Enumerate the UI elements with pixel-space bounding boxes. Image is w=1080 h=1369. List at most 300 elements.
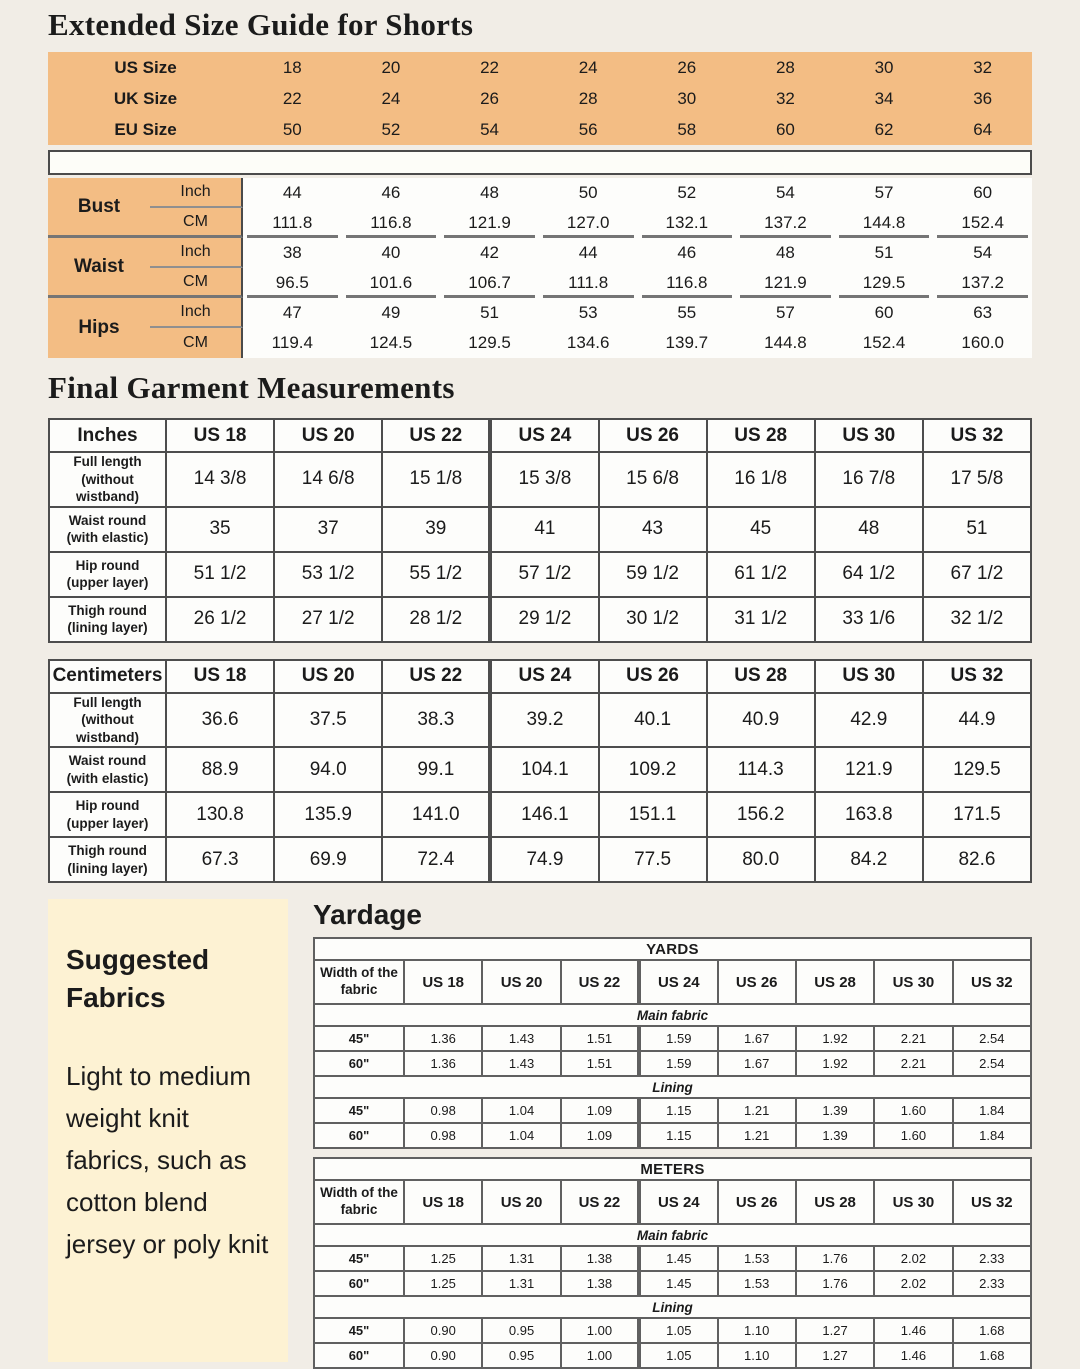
yardage-value: 1.09 (561, 1098, 639, 1123)
measure-value: 121.9 (736, 268, 835, 298)
yardage-value: 2.21 (874, 1051, 952, 1076)
measure-value: 49 (342, 298, 441, 328)
measure-value: 46 (342, 178, 441, 208)
garment-data-row (49, 747, 1031, 792)
yardage-value: 1.68 (953, 1318, 1031, 1343)
measure-group-label: Hips (48, 298, 150, 358)
garment-row-label-main: Thigh round (68, 843, 147, 859)
suggested-fabrics-card (48, 899, 288, 1362)
yardage-section-label: Lining (314, 1296, 1031, 1318)
garment-row-label (49, 837, 166, 882)
garment-value: 104.1 (490, 747, 598, 792)
measure-value: 48 (440, 178, 539, 208)
measure-value: 111.8 (539, 268, 638, 298)
measure-value: 119.4 (243, 328, 342, 358)
size-column-header: US 22 (561, 1180, 639, 1224)
garment-value: 17 5/8 (923, 452, 1031, 507)
garment-header-row (49, 660, 1031, 693)
garment-row-label-main: Thigh round (68, 602, 147, 618)
garment-row-label-sub: (lining layer) (67, 860, 148, 876)
yardage-value: 1.84 (953, 1098, 1031, 1123)
size-column-header: US 30 (815, 660, 923, 693)
yardage-value: 0.95 (482, 1318, 560, 1343)
yardage-value: 1.43 (482, 1026, 560, 1051)
garment-value: 43 (599, 507, 707, 552)
yardage-value: 1.76 (796, 1246, 874, 1271)
size-value: 32 (973, 57, 993, 77)
yardage-value: 1.60 (874, 1123, 952, 1148)
garment-value: 55 1/2 (382, 552, 490, 597)
size-column-header: US 24 (639, 960, 717, 1004)
yardage-value: 1.46 (874, 1343, 952, 1368)
yardage-value: 1.31 (482, 1271, 560, 1296)
size-column-header: US 26 (599, 660, 707, 693)
size-value: 24 (381, 88, 401, 108)
garment-row-label-main: Full length (73, 454, 142, 469)
garment-value: 77.5 (599, 837, 707, 882)
yardage-data-row (314, 1026, 1031, 1051)
garment-value: 42.9 (815, 693, 923, 748)
size-column-header: US 32 (953, 960, 1031, 1004)
yardage-value: 1.10 (718, 1343, 796, 1368)
measure-value: 152.4 (835, 328, 934, 358)
garment-row-label (49, 792, 166, 837)
yardage-value: 1.59 (639, 1051, 717, 1076)
unit-header-cell: Centimeters (49, 660, 166, 693)
yardage-value: 1.53 (718, 1246, 796, 1271)
size-column-header: US 28 (707, 660, 815, 693)
measure-value: 132.1 (638, 208, 737, 238)
yardage-unit-caption: METERS (314, 1158, 1031, 1180)
body-measurements-table (48, 178, 1032, 358)
garment-value: 36.6 (166, 693, 274, 748)
garment-value: 94.0 (274, 747, 382, 792)
yardage-value: 1.04 (482, 1098, 560, 1123)
garment-value: 156.2 (707, 792, 815, 837)
yardage-section-label: Main fabric (314, 1224, 1031, 1246)
yardage-value: 0.98 (404, 1098, 482, 1123)
yardage-title: Yardage (313, 899, 422, 931)
garment-data-row (49, 792, 1031, 837)
size-system-label: UK Size (113, 88, 178, 108)
yardage-section (313, 899, 1032, 1369)
size-value: 50 (282, 119, 302, 139)
garment-row-label-sub: (with elastic) (66, 530, 149, 546)
size-column-header: US 32 (923, 660, 1031, 693)
garment-row-label-sub: (without wistband) (76, 471, 139, 505)
measure-group-label: Bust (48, 178, 150, 238)
yardage-section-label: Main fabric (314, 1004, 1031, 1026)
yardage-header-row (314, 960, 1031, 1004)
measure-value: 116.8 (342, 208, 441, 238)
yardage-data-row (314, 1318, 1031, 1343)
size-column-header: US 18 (404, 960, 482, 1004)
fabric-width-value: 60" (314, 1051, 404, 1076)
garment-row-label-main: Hip round (75, 557, 140, 573)
garment-value: 14 6/8 (274, 452, 382, 507)
size-value: 28 (775, 57, 795, 77)
yardage-value: 1.39 (796, 1123, 874, 1148)
size-column-header: US 18 (166, 660, 274, 693)
size-guide-title: Extended Size Guide for Shorts (48, 7, 474, 42)
yardage-value: 2.02 (874, 1246, 952, 1271)
garment-value: 82.6 (923, 837, 1031, 882)
yardage-table-yards (313, 937, 1032, 1149)
size-column-header: US 20 (482, 960, 560, 1004)
measure-value: 111.8 (243, 208, 342, 238)
yardage-section-row (314, 1076, 1031, 1098)
garment-row-label (49, 552, 166, 597)
yardage-value: 0.95 (482, 1343, 560, 1368)
measure-value: 44 (539, 238, 638, 268)
yardage-value: 2.21 (874, 1026, 952, 1051)
size-value: 30 (677, 88, 697, 108)
size-column-header: US 32 (953, 1180, 1031, 1224)
garment-table-centimeters (48, 659, 1032, 884)
garment-value: 59 1/2 (599, 552, 707, 597)
garment-value: 29 1/2 (490, 597, 598, 642)
measure-value: 124.5 (342, 328, 441, 358)
yardage-value: 1.25 (404, 1246, 482, 1271)
garment-value: 51 1/2 (166, 552, 274, 597)
size-value: 52 (381, 119, 401, 139)
garment-value: 53 1/2 (274, 552, 382, 597)
garment-value: 31 1/2 (707, 597, 815, 642)
yardage-value: 1.45 (639, 1271, 717, 1296)
garment-value: 61 1/2 (707, 552, 815, 597)
yardage-value: 1.04 (482, 1123, 560, 1148)
measure-value: 96.5 (243, 268, 342, 298)
garment-value: 146.1 (490, 792, 598, 837)
garment-row-label-sub: (without wistband) (76, 712, 139, 745)
garment-value: 39.2 (490, 693, 598, 748)
garment-data-row (49, 507, 1031, 552)
measure-value: 63 (933, 298, 1032, 328)
size-column-header: US 22 (561, 960, 639, 1004)
garment-value: 99.1 (382, 747, 490, 792)
yardage-section-row (314, 1224, 1031, 1246)
garment-value: 40.1 (599, 693, 707, 748)
size-column-header: US 20 (274, 419, 382, 452)
measure-value: 144.8 (835, 208, 934, 238)
garment-value: 171.5 (923, 792, 1031, 837)
garment-value: 151.1 (599, 792, 707, 837)
size-column-header: US 28 (796, 1180, 874, 1224)
yardage-value: 0.90 (404, 1343, 482, 1368)
yardage-value: 1.84 (953, 1123, 1031, 1148)
yardage-data-row (314, 1271, 1031, 1296)
size-value: 56 (578, 119, 598, 139)
garment-data-row (49, 597, 1031, 642)
size-system-label: EU Size (114, 119, 177, 139)
size-system-label: US Size (114, 57, 177, 77)
garment-row-label-sub: (lining layer) (67, 620, 148, 636)
garment-data-row (49, 452, 1031, 507)
yardage-value: 1.60 (874, 1098, 952, 1123)
garment-value: 15 1/8 (382, 452, 490, 507)
unit-label: CM (150, 208, 243, 238)
garment-value: 16 1/8 (707, 452, 815, 507)
measure-value: 60 (933, 178, 1032, 208)
garment-value: 14 3/8 (166, 452, 274, 507)
garment-value: 30 1/2 (599, 597, 707, 642)
unit-header-cell: Inches (49, 419, 166, 452)
garment-value: 51 (923, 507, 1031, 552)
measure-value: 116.8 (638, 268, 737, 298)
measure-value: 38 (243, 238, 342, 268)
size-column-header: US 22 (382, 419, 490, 452)
garment-measurements-title: Final Garment Measurements (48, 370, 455, 405)
measure-value: 52 (638, 178, 737, 208)
yardage-value: 1.21 (718, 1098, 796, 1123)
garment-row-label-main: Waist round (68, 512, 147, 528)
garment-value: 32 1/2 (923, 597, 1031, 642)
garment-row-label (49, 597, 166, 642)
yardage-value: 1.51 (561, 1026, 639, 1051)
garment-table-inches (48, 418, 1032, 643)
measure-value: 137.2 (736, 208, 835, 238)
size-value: 30 (874, 57, 894, 77)
garment-value: 37 (274, 507, 382, 552)
size-value: 24 (578, 57, 598, 77)
fabric-width-value: 45" (314, 1246, 404, 1271)
yardage-value: 1.59 (639, 1026, 717, 1051)
garment-value: 74.9 (490, 837, 598, 882)
yardage-value: 2.02 (874, 1271, 952, 1296)
measure-value: 57 (736, 298, 835, 328)
size-column-header: US 20 (274, 660, 382, 693)
size-value: 64 (973, 119, 993, 139)
size-column-header: US 24 (490, 660, 598, 693)
size-value: 18 (282, 57, 302, 77)
garment-row-label-sub: (upper layer) (66, 815, 149, 831)
garment-value: 69.9 (274, 837, 382, 882)
yardage-value: 1.27 (796, 1318, 874, 1343)
yardage-value: 1.05 (639, 1343, 717, 1368)
yardage-value: 1.45 (639, 1246, 717, 1271)
yardage-data-row (314, 1098, 1031, 1123)
yardage-value: 1.38 (561, 1271, 639, 1296)
yardage-tables (313, 937, 1032, 1369)
yardage-table-meters (313, 1157, 1032, 1369)
garment-value: 130.8 (166, 792, 274, 837)
suggested-fabrics-title: Suggested Fabrics (66, 944, 210, 1014)
yardage-data-row (314, 1123, 1031, 1148)
yardage-value: 1.36 (404, 1026, 482, 1051)
yardage-value: 1.68 (953, 1343, 1031, 1368)
unit-label: CM (150, 328, 243, 358)
garment-row-label-sub: (upper layer) (66, 575, 149, 591)
size-value: 62 (874, 119, 894, 139)
garment-data-row (49, 693, 1031, 748)
garment-value: 26 1/2 (166, 597, 274, 642)
garment-row-label (49, 747, 166, 792)
garment-value: 57 1/2 (490, 552, 598, 597)
fabric-width-value: 60" (314, 1271, 404, 1296)
size-column-header: US 20 (482, 1180, 560, 1224)
yardage-value: 1.38 (561, 1246, 639, 1271)
garment-value: 38.3 (382, 693, 490, 748)
garment-value: 129.5 (923, 747, 1031, 792)
garment-value: 16 7/8 (815, 452, 923, 507)
garment-row-label (49, 452, 166, 507)
measure-value: 152.4 (933, 208, 1032, 238)
size-column-header: US 26 (718, 960, 796, 1004)
measure-value: 50 (539, 178, 638, 208)
yardage-value: 1.39 (796, 1098, 874, 1123)
garment-value: 141.0 (382, 792, 490, 837)
garment-value: 121.9 (815, 747, 923, 792)
garment-data-row (49, 552, 1031, 597)
measure-value: 46 (638, 238, 737, 268)
garment-value: 15 6/8 (599, 452, 707, 507)
garment-value: 44.9 (923, 693, 1031, 748)
measure-value: 129.5 (835, 268, 934, 298)
fabric-width-value: 60" (314, 1123, 404, 1148)
fabric-width-value: 45" (314, 1098, 404, 1123)
yardage-section-row (314, 1004, 1031, 1026)
fabric-width-value: 45" (314, 1026, 404, 1051)
garment-row-label-main: Waist round (68, 753, 147, 769)
garment-value: 163.8 (815, 792, 923, 837)
measure-value: 54 (933, 238, 1032, 268)
size-value: 22 (480, 57, 500, 77)
measure-value: 42 (440, 238, 539, 268)
size-column-header: US 28 (796, 960, 874, 1004)
garment-header-row (49, 419, 1031, 452)
garment-value: 45 (707, 507, 815, 552)
measure-value: 134.6 (539, 328, 638, 358)
yardage-value: 1.76 (796, 1271, 874, 1296)
yardage-unit-caption: YARDS (314, 938, 1031, 960)
size-value: 36 (973, 88, 993, 108)
size-value: 26 (677, 57, 697, 77)
measure-value: 121.9 (440, 208, 539, 238)
yardage-value: 1.36 (404, 1051, 482, 1076)
yardage-section-label: Lining (314, 1076, 1031, 1098)
measure-value: 54 (736, 178, 835, 208)
garment-row-label-main: Full length (73, 694, 142, 710)
measure-value: 47 (243, 298, 342, 328)
size-column-header: US 30 (874, 1180, 952, 1224)
garment-value: 64 1/2 (815, 552, 923, 597)
yardage-value: 1.27 (796, 1343, 874, 1368)
yardage-value: 2.33 (953, 1271, 1031, 1296)
measure-value: 55 (638, 298, 737, 328)
garment-value: 15 3/8 (490, 452, 598, 507)
garment-value: 135.9 (274, 792, 382, 837)
garment-row-label-sub: (with elastic) (66, 770, 149, 786)
measure-value: 129.5 (440, 328, 539, 358)
yardage-value: 1.31 (482, 1246, 560, 1271)
fabric-width-header: Width of the fabric (314, 960, 404, 1004)
fabric-width-header: Width of the fabric (314, 1180, 404, 1224)
size-value: 20 (381, 57, 401, 77)
measure-value: 139.7 (638, 328, 737, 358)
garment-value: 35 (166, 507, 274, 552)
yardage-value: 1.05 (639, 1318, 717, 1343)
size-conversion-table (48, 52, 1032, 145)
garment-value: 40.9 (707, 693, 815, 748)
yardage-value: 1.53 (718, 1271, 796, 1296)
size-column-header: US 32 (923, 419, 1031, 452)
measure-value: 144.8 (736, 328, 835, 358)
garment-row-label (49, 507, 166, 552)
yardage-value: 1.09 (561, 1123, 639, 1148)
bottom-section (48, 899, 1032, 1369)
yardage-data-row (314, 1246, 1031, 1271)
garment-data-row (49, 837, 1031, 882)
garment-measurements-tables (48, 418, 1032, 883)
size-value: 54 (480, 119, 500, 139)
unit-label: Inch (150, 298, 243, 328)
garment-value: 72.4 (382, 837, 490, 882)
fabric-width-value: 45" (314, 1318, 404, 1343)
garment-row-label (49, 693, 166, 748)
measure-value: 106.7 (440, 268, 539, 298)
yardage-value: 1.67 (718, 1051, 796, 1076)
yardage-value: 1.67 (718, 1026, 796, 1051)
yardage-value: 2.33 (953, 1246, 1031, 1271)
yardage-data-row (314, 1343, 1031, 1368)
size-value: 26 (480, 88, 500, 108)
size-column-header: US 26 (718, 1180, 796, 1224)
measure-value: 40 (342, 238, 441, 268)
size-column-header: US 24 (490, 419, 598, 452)
yardage-value: 1.15 (639, 1098, 717, 1123)
unit-label: Inch (150, 238, 243, 268)
measure-value: 60 (835, 298, 934, 328)
measure-value: 51 (440, 298, 539, 328)
yardage-value: 1.21 (718, 1123, 796, 1148)
size-value: 32 (775, 88, 795, 108)
yardage-value: 1.46 (874, 1318, 952, 1343)
measure-value: 53 (539, 298, 638, 328)
size-value: 58 (677, 119, 697, 139)
garment-value: 39 (382, 507, 490, 552)
yardage-value: 1.92 (796, 1051, 874, 1076)
measure-group-label: Waist (48, 238, 150, 298)
garment-value: 114.3 (707, 747, 815, 792)
fabric-width-value: 60" (314, 1343, 404, 1368)
measure-value: 137.2 (933, 268, 1032, 298)
measure-value: 101.6 (342, 268, 441, 298)
size-column-header: US 30 (815, 419, 923, 452)
yardage-caption-row (314, 1158, 1031, 1180)
yardage-value: 1.51 (561, 1051, 639, 1076)
garment-value: 41 (490, 507, 598, 552)
measure-value: 48 (736, 238, 835, 268)
yardage-value: 0.90 (404, 1318, 482, 1343)
size-column-header: US 22 (382, 660, 490, 693)
size-column-header: US 26 (599, 419, 707, 452)
suggested-fabrics-text: Light to medium weight knit fabrics, such as cotton blend jersey or poly knit (66, 1060, 269, 1260)
garment-value: 67 1/2 (923, 552, 1031, 597)
measure-value: 51 (835, 238, 934, 268)
garment-value: 88.9 (166, 747, 274, 792)
unit-label: Inch (150, 178, 243, 208)
garment-value: 84.2 (815, 837, 923, 882)
yardage-value: 0.98 (404, 1123, 482, 1148)
garment-value: 37.5 (274, 693, 382, 748)
garment-value: 33 1/6 (815, 597, 923, 642)
garment-value: 109.2 (599, 747, 707, 792)
garment-row-label-main: Hip round (75, 798, 140, 814)
unit-label: CM (150, 268, 243, 298)
yardage-value: 1.10 (718, 1318, 796, 1343)
garment-value: 28 1/2 (382, 597, 490, 642)
size-value: 22 (282, 88, 302, 108)
